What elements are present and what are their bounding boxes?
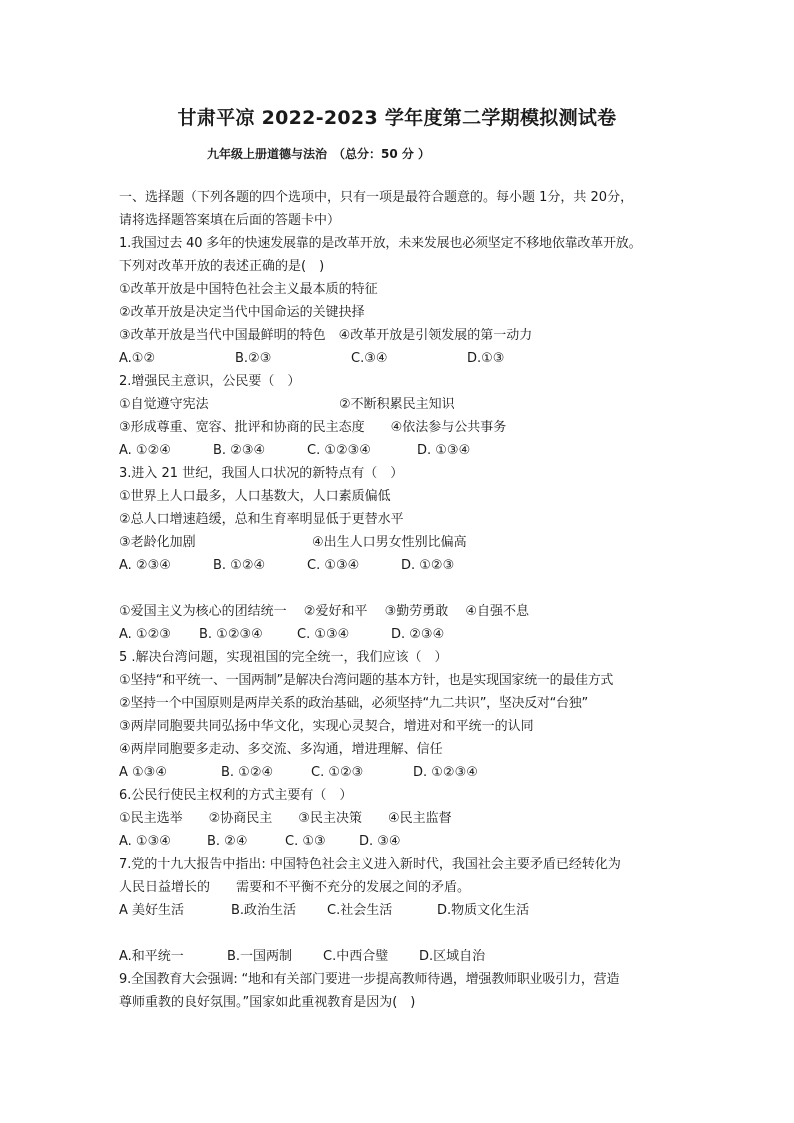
option-c[interactable]: C. ①③④ [297,627,350,642]
option-d[interactable]: D.区域自治 [419,949,486,964]
question-7-options [119,899,694,922]
question-8-options [119,945,694,968]
option-c[interactable]: C. ①②③④ [307,443,371,458]
option-d[interactable]: D. ③④ [359,834,401,849]
question-7-stem-cont: 人民日益增长的 需要和不平衡不充分的发展之间的矛盾。 [119,880,471,895]
question-1-options [119,347,694,370]
question-6-stem: 6.公民行使民主权利的方式主要有（ ） [119,788,353,803]
question-6-options [119,830,694,853]
question-3-stem: 3.进入 21 世纪，我国人口状况的新特点有（ ） [119,466,404,481]
option-b[interactable]: B. ①②④ [221,765,274,780]
option-b[interactable]: B. ②③④ [213,443,266,458]
option-d[interactable]: D. ①②③ [401,558,455,573]
question-3-statement: ④出生人口男女性别比偏高 [312,535,467,550]
question-2-stem: 2.增强民主意识，公民要（ ） [119,374,301,389]
question-8-stem [119,922,694,945]
option-c[interactable]: C. ①③④ [307,558,360,573]
question-5-statement: ①坚持“和平统一、一国两制”是解决台湾问题的基本方针，也是实现国家统一的最佳方式 [119,673,614,688]
section-instructions-cont: 请将选择题答案填在后面的答题卡中） [119,213,341,228]
option-b[interactable]: B.②③ [235,351,272,366]
question-5-stem: 5 .解决台湾问题，实现祖国的完全统一，我们应该（ ） [119,650,448,665]
option-a[interactable]: A.和平统一 [119,949,184,964]
page-title: 甘肃平凉 2022-2023 学年度第二学期模拟测试卷 [177,107,617,129]
option-d[interactable]: D.物质文化生活 [437,903,530,918]
page-subtitle: 九年级上册道德与法治 （总分：50 分 ） [207,147,431,161]
option-a[interactable]: A. ①②③ [119,627,171,642]
question-3-statement: ③老龄化加剧 [119,535,196,550]
question-9-stem: 9.全国教育大会强调: “地和有关部门要进一步提高教师待遇，增强教师职业吸引力，营造 [119,972,620,987]
question-5-statement: ③两岸同胞要共同弘扬中华文化，实现心灵契合，增进对和平统一的认同 [119,719,534,734]
option-a[interactable]: A. ①②④ [119,443,171,458]
option-b[interactable]: B. ②④ [207,834,248,849]
option-d[interactable]: D. ①②③④ [413,765,478,780]
question-3-statement: ②总人口增速趋缓，总和生育率明显低于更替水平 [119,512,404,527]
question-7-stem: 7.党的十九大报告中指出: 中国特色社会主义进入新时代，我国社会主要矛盾已经转化为 [119,857,621,872]
question-3-statement: ①世界上人口最多，人口基数大，人口素质偏低 [119,489,391,504]
question-5-statement: ④两岸同胞要多走动、多交流、多沟通，增进理解、信任 [119,742,443,757]
option-c[interactable]: C. ①②③ [311,765,364,780]
question-5-options [119,761,694,784]
option-a[interactable]: A.①② [119,351,156,366]
option-b[interactable]: B. ①②④ [213,558,266,573]
option-c[interactable]: C. ①③ [285,834,326,849]
question-1-stem-cont: 下列对改革开放的表述正确的是( ) [119,259,325,274]
question-3-options [119,554,694,577]
option-c[interactable]: C.③④ [351,351,388,366]
question-2-statement: ②不断积累民主知识 [339,397,455,412]
question-2-statements [119,393,694,416]
option-c[interactable]: C.社会生活 [327,903,393,918]
question-1-statement: ③改革开放是当代中国最鲜明的特色 ④改革开放是引领发展的第一动力 [119,328,533,343]
question-1-statement: ①改革开放是中国特色社会主义最本质的特征 [119,282,378,297]
question-4-stem [119,577,694,600]
option-d[interactable]: D. ①③④ [417,443,471,458]
question-2-options [119,439,694,462]
question-4-options [119,623,694,646]
option-a[interactable]: A. ②③④ [119,558,171,573]
question-6-statement: ①民主选举 ②协商民主 ③民主决策 ④民主监督 [119,811,452,826]
option-a[interactable]: A 美好生活 [119,903,185,918]
question-1-statement: ②改革开放是决定当代中国命运的关键抉择 [119,305,365,320]
option-b[interactable]: B. ①②③④ [199,627,263,642]
option-a[interactable]: A ①③④ [119,765,167,780]
option-d[interactable]: D. ②③④ [391,627,445,642]
question-1-stem: 1.我国过去 40 多年的快速发展靠的是改革开放，未来发展也必须坚定不移地依靠改革开放。 [119,236,642,251]
question-3-statements [119,531,694,554]
question-2-statement: ③形成尊重、宽容、批评和协商的民主态度 ④依法参与公共事务 [119,420,507,435]
question-4-statement: ①爱国主义为核心的团结统一 ②爱好和平 ③勤劳勇敢 ④自强不息 [119,604,530,619]
exam-content [119,186,694,1014]
option-c[interactable]: C.中西合璧 [323,949,389,964]
question-9-stem-cont: 尊师重教的良好氛围。”国家如此重视教育是因为( ) [119,995,416,1010]
question-2-statement: ①自觉遵守宪法 [119,397,209,412]
option-d[interactable]: D.①③ [467,351,505,366]
option-a[interactable]: A. ①③④ [119,834,171,849]
option-b[interactable]: B.一国两制 [227,949,293,964]
question-5-statement: ②坚持一个中国原则是两岸关系的政治基础，必须坚持“九二共识”，坚决反对“台独” [119,696,588,711]
section-instructions: 一、选择题（下列各题的四个选项中，只有一项是最符合题意的。每小题 1分，共 20分， [119,190,634,205]
option-b[interactable]: B.政治生活 [231,903,297,918]
